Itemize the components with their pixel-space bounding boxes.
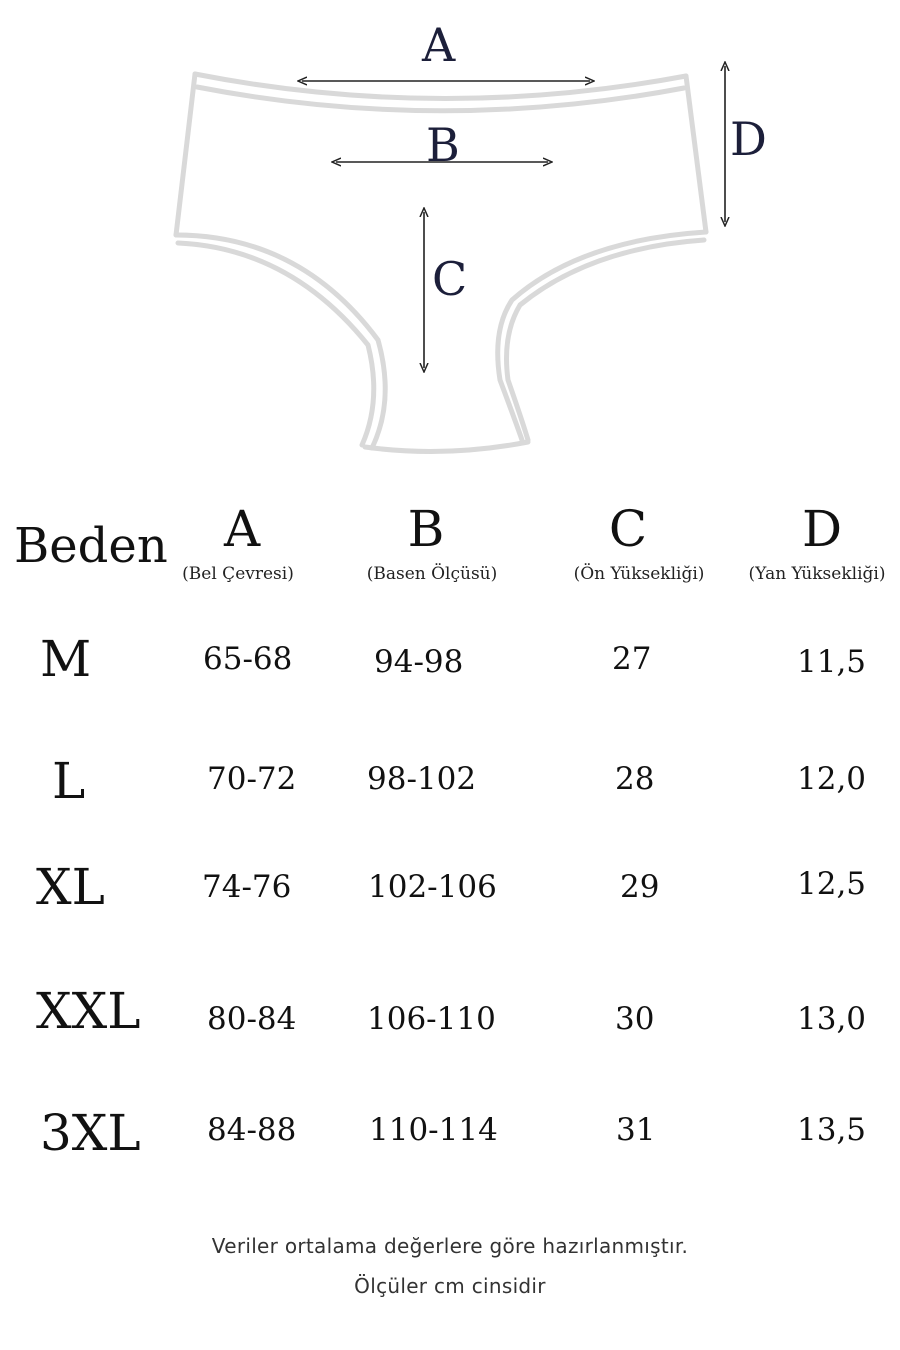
cell-d: 12,5 (797, 866, 867, 902)
cell-b: 102-106 (368, 869, 497, 905)
cell-d: 11,5 (797, 644, 867, 680)
cell-b: 110-114 (369, 1112, 498, 1148)
size-label: XXL (36, 982, 141, 1040)
cell-a: 80-84 (207, 1001, 297, 1037)
cell-a: 65-68 (203, 641, 293, 677)
dimension-label-b: B (426, 118, 460, 172)
column-subheader-c: (Ön Yüksekliği) (573, 564, 705, 584)
cell-c: 31 (616, 1112, 656, 1148)
column-subheader-b: (Basen Ölçüsü) (366, 564, 498, 584)
size-label: XL (36, 858, 105, 916)
cell-b: 94-98 (374, 644, 464, 680)
column-subheader-d: (Yan Yüksekliği) (748, 564, 886, 584)
cell-d: 13,5 (797, 1112, 867, 1148)
cell-b: 106-110 (367, 1001, 496, 1037)
cell-d: 12,0 (797, 761, 867, 797)
dimension-label-a: A (422, 18, 456, 72)
column-header-d: D (801, 500, 843, 558)
garment-diagram (0, 0, 900, 470)
footer-note-units: Ölçüler cm cinsidir (354, 1274, 546, 1298)
column-subheader-a: (Bel Çevresi) (182, 564, 294, 584)
cell-a: 84-88 (207, 1112, 297, 1148)
size-label: 3XL (40, 1104, 141, 1162)
column-header-b: B (407, 500, 445, 558)
cell-a: 70-72 (207, 761, 297, 797)
cell-d: 13,0 (797, 1001, 867, 1037)
column-header-a: A (223, 500, 261, 558)
dimension-label-c: C (432, 252, 468, 306)
column-header-c: C (608, 500, 648, 558)
cell-c: 27 (612, 641, 652, 677)
cell-b: 98-102 (367, 761, 477, 797)
dimension-label-d: D (730, 112, 767, 166)
footer-note-averages: Veriler ortalama değerlere göre hazırlanmıştır. (211, 1234, 689, 1258)
size-column-header: Beden (14, 518, 168, 574)
size-label: L (52, 752, 86, 810)
cell-a: 74-76 (202, 869, 292, 905)
cell-c: 30 (615, 1001, 655, 1037)
size-label: M (40, 630, 92, 688)
cell-c: 29 (620, 869, 660, 905)
cell-c: 28 (615, 761, 655, 797)
